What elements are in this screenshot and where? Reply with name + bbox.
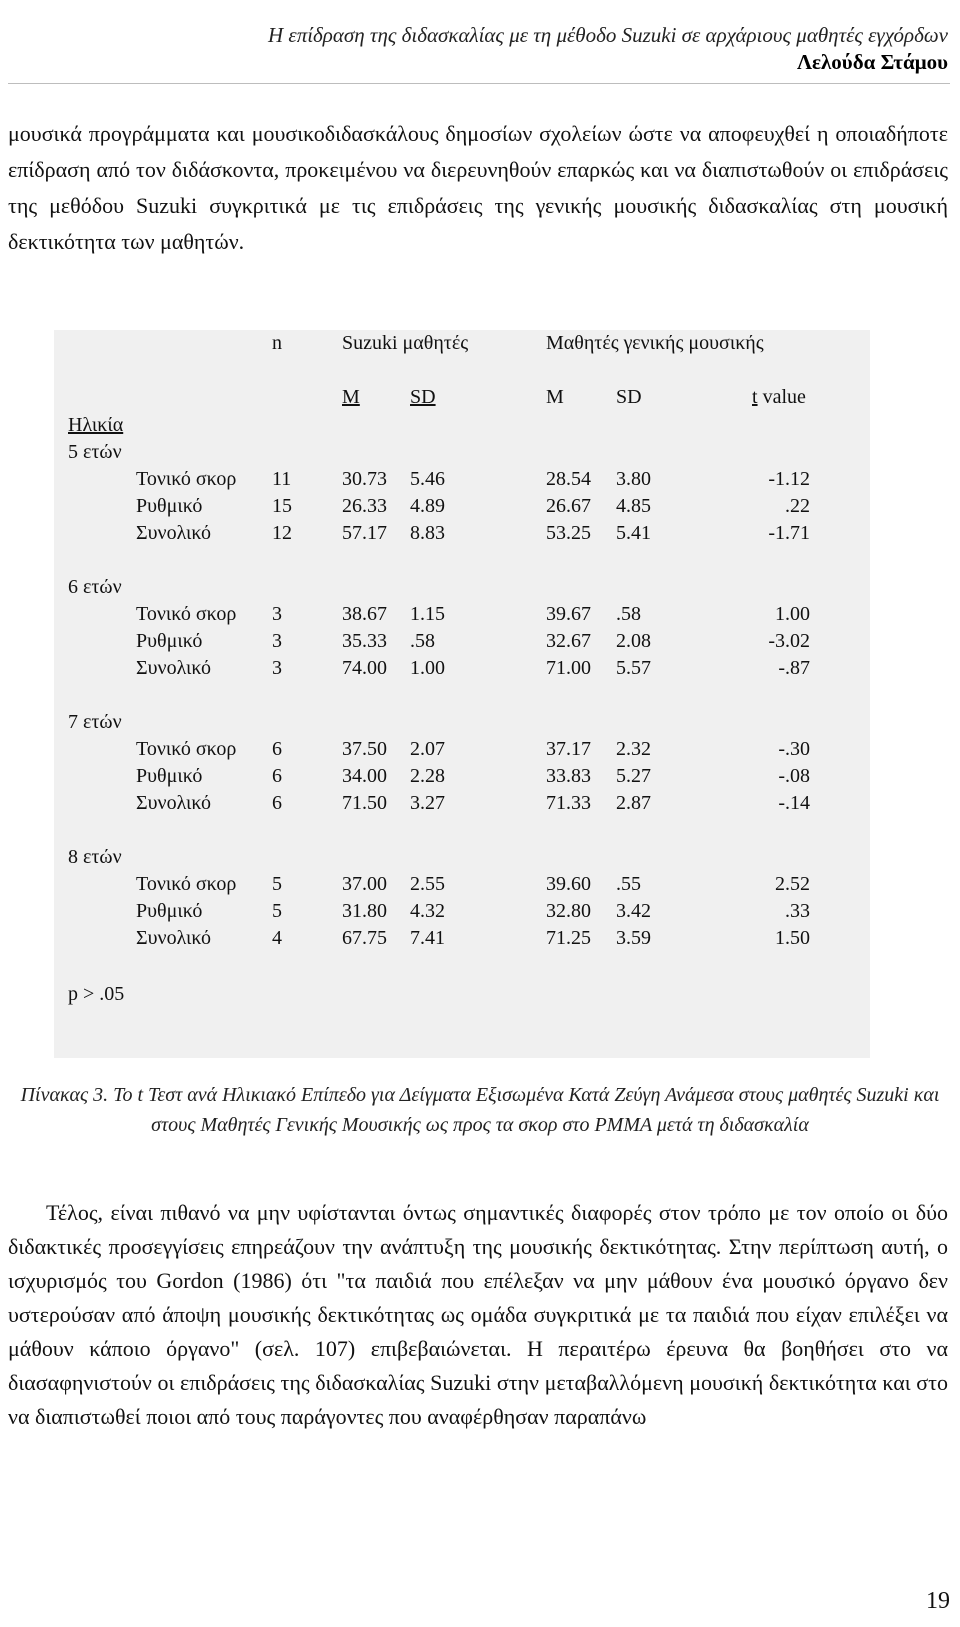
table-cell-sd1: 1.15: [410, 603, 445, 625]
table-cell-sd1: 5.46: [410, 468, 445, 490]
table-cell-m2: 37.17: [546, 738, 591, 760]
paragraph-bottom-text: Τέλος, είναι πιθανό να μην υφίστανται όντως σημαντικές διαφορές στον τρόπο με τον οποίο οι δύο διδακτικές προσεγγίσεις επηρεάζουν την ανάπτυξη της μουσικής δεκτικότητας. Στην περίπτωση αυτή, ο ισχυρισμός του Gordon (1986) ότι "τα παιδιά που επέλεξαν να μην μάθουν ένα μουσικό όργανο δεν υστερούσαν από άποψη μουσικής δεκτικότητας ως ομάδα συγκριτικά με τα παιδιά που είχαν επιλέξει να μάθουν κάποιο όργανο" (σελ. 107) επιβεβαιώνεται. Η περαιτέρω έρευνα θα βοηθήσει στο να διασαφηνιστούν οι επιδράσεις της διδασκαλίας Suzuki στην μεταβαλλόμενη μουσική δεκτικότητα και στο να διαπιστωθεί ποιοι από τους παράγοντες που αναφέρθησαν παραπάνω: [8, 1200, 948, 1429]
table-cell-sd2: .58: [616, 603, 641, 625]
table-cell-m1: 37.50: [342, 738, 387, 760]
table-cell-t: 2.52: [775, 873, 810, 895]
age-group-label: 8 ετών: [68, 846, 122, 868]
table-cell-m1: 57.17: [342, 522, 387, 544]
paragraph-top: μουσικά προγράμματα και μουσικοδιδασκάλους δημοσίων σχολείων ώστε να αποφευχθεί η οποιαδήποτε επίδραση από τον διδάσκοντα, προκειμένου να διερευνηθούν επαρκώς και να διαπιστωθούν οι επιδράσεις της μεθόδου Suzuki συγκριτικά με τις επιδράσεις της γενικής μουσικής διδασκαλίας στη μουσική δεκτικότητα των μαθητών.: [8, 121, 948, 254]
table-cell-label: Ρυθμικό: [136, 900, 203, 922]
header-rule: [8, 83, 950, 84]
table-cell-label: Συνολικό: [136, 657, 212, 679]
table-cell-n: 15: [272, 495, 292, 517]
table-cell-m1: 37.00: [342, 873, 387, 895]
results-table: [54, 330, 870, 1058]
col-header-m1: M: [342, 386, 360, 408]
table-cell-sd2: 4.85: [616, 495, 651, 517]
table-cell-label: Τονικό σκορ: [136, 468, 237, 490]
table-cell-n: 11: [272, 468, 292, 490]
table-cell-sd2: 3.59: [616, 927, 651, 949]
table-cell-m1: 71.50: [342, 792, 387, 814]
table-cell-n: 6: [272, 738, 282, 760]
table-cell-sd2: 2.87: [616, 792, 651, 814]
table-cell-label: Τονικό σκορ: [136, 603, 237, 625]
table-cell-m2: 71.25: [546, 927, 591, 949]
table-cell-m1: 34.00: [342, 765, 387, 787]
table-cell-label: Τονικό σκορ: [136, 873, 237, 895]
table-cell-t: -3.02: [768, 630, 810, 652]
col-header-general: Μαθητές γενικής μουσικής: [546, 332, 764, 354]
table-cell-m2: 26.67: [546, 495, 591, 517]
table-cell-m2: 53.25: [546, 522, 591, 544]
table-cell-m2: 71.33: [546, 792, 591, 814]
table-cell-n: 3: [272, 603, 282, 625]
table-cell-sd1: 4.32: [410, 900, 445, 922]
table-cell-sd2: 5.57: [616, 657, 651, 679]
table-cell-sd1: 2.28: [410, 765, 445, 787]
col-header-m2: M: [546, 386, 564, 408]
table-cell-t: .33: [785, 900, 810, 922]
table-cell-label: Ρυθμικό: [136, 495, 203, 517]
table-cell-m2: 39.67: [546, 603, 591, 625]
header-title: Η επίδραση της διδασκαλίας με τη μέθοδο Suzuki σε αρχάριους μαθητές εγχόρδων: [268, 23, 948, 47]
table-cell-sd1: 2.07: [410, 738, 445, 760]
table-cell-n: 3: [272, 630, 282, 652]
header-author: Λελούδα Στάμου: [796, 50, 948, 74]
table-cell-label: Συνολικό: [136, 522, 212, 544]
table-cell-m1: 74.00: [342, 657, 387, 679]
table-cell-m2: 32.80: [546, 900, 591, 922]
table-cell-m2: 32.67: [546, 630, 591, 652]
table-cell-t: -.87: [778, 657, 810, 679]
table-cell-label: Τονικό σκορ: [136, 738, 237, 760]
table-cell-label: Συνολικό: [136, 792, 212, 814]
table-cell-n: 5: [272, 900, 282, 922]
table-cell-t: -1.71: [768, 522, 810, 544]
table-cell-t: -.30: [778, 738, 810, 760]
table-cell-label: Ρυθμικό: [136, 630, 203, 652]
table-cell-n: 12: [272, 522, 292, 544]
table-cell-m2: 39.60: [546, 873, 591, 895]
table-cell-sd1: 4.89: [410, 495, 445, 517]
table-cell-n: 6: [272, 792, 282, 814]
table-caption: Πίνακας 3. Το t Τεστ ανά Ηλικιακό Επίπεδο για Δείγματα Εξισωμένα Κατά Ζεύγη Ανάμεσα στους μαθητές Suzuki και στους Μαθητές Γενικής Μουσικής ως προς τα σκορ στο PMMA μετά τη διδασκαλία: [20, 1084, 940, 1136]
table-cell-sd1: 7.41: [410, 927, 445, 949]
running-header: [0, 22, 948, 76]
paragraph-bottom: [8, 1196, 948, 1434]
table-cell-sd1: 2.55: [410, 873, 445, 895]
t-symbol: t: [752, 386, 758, 408]
table-cell-sd1: 1.00: [410, 657, 445, 679]
table-cell-t: -.08: [778, 765, 810, 787]
table-cell-m2: 28.54: [546, 468, 591, 490]
table-cell-sd1: .58: [410, 630, 435, 652]
table-cell-m1: 38.67: [342, 603, 387, 625]
table-cell-m2: 33.83: [546, 765, 591, 787]
age-header: Ηλικία: [68, 414, 124, 436]
table-cell-m1: 26.33: [342, 495, 387, 517]
col-header-t: [752, 385, 806, 409]
table-footnote: p > .05: [68, 983, 125, 1005]
page-number: 19: [926, 1588, 950, 1614]
age-group-label: 7 ετών: [68, 711, 122, 733]
col-header-sd1: SD: [410, 386, 436, 408]
age-group-label: 5 ετών: [68, 441, 122, 463]
table-cell-n: 5: [272, 873, 282, 895]
table-cell-sd2: 3.80: [616, 468, 651, 490]
table-cell-m1: 67.75: [342, 927, 387, 949]
table-cell-n: 6: [272, 765, 282, 787]
table-cell-n: 3: [272, 657, 282, 679]
col-header-suzuki: Suzuki μαθητές: [342, 332, 469, 354]
table-cell-sd2: 5.27: [616, 765, 651, 787]
table-cell-label: Συνολικό: [136, 927, 212, 949]
t-value-label: value: [757, 386, 806, 408]
table-cell-t: 1.00: [775, 603, 810, 625]
table-cell-sd1: 3.27: [410, 792, 445, 814]
table-cell-sd2: 5.41: [616, 522, 651, 544]
table-cell-t: -.14: [778, 792, 810, 814]
table-cell-sd2: .55: [616, 873, 641, 895]
col-header-n: n: [272, 332, 282, 354]
table-cell-sd1: 8.83: [410, 522, 445, 544]
table-cell-sd2: 2.32: [616, 738, 651, 760]
table-cell-t: -1.12: [768, 468, 810, 490]
table-cell-t: 1.50: [775, 927, 810, 949]
table-cell-t: .22: [785, 495, 810, 517]
table-cell-m1: 30.73: [342, 468, 387, 490]
age-group-label: 6 ετών: [68, 576, 122, 598]
table-cell-sd2: 2.08: [616, 630, 651, 652]
table-cell-n: 4: [272, 927, 282, 949]
table-cell-m1: 35.33: [342, 630, 387, 652]
col-header-sd2: SD: [616, 386, 642, 408]
table-cell-m1: 31.80: [342, 900, 387, 922]
table-cell-m2: 71.00: [546, 657, 591, 679]
table-cell-label: Ρυθμικό: [136, 765, 203, 787]
table-cell-sd2: 3.42: [616, 900, 651, 922]
